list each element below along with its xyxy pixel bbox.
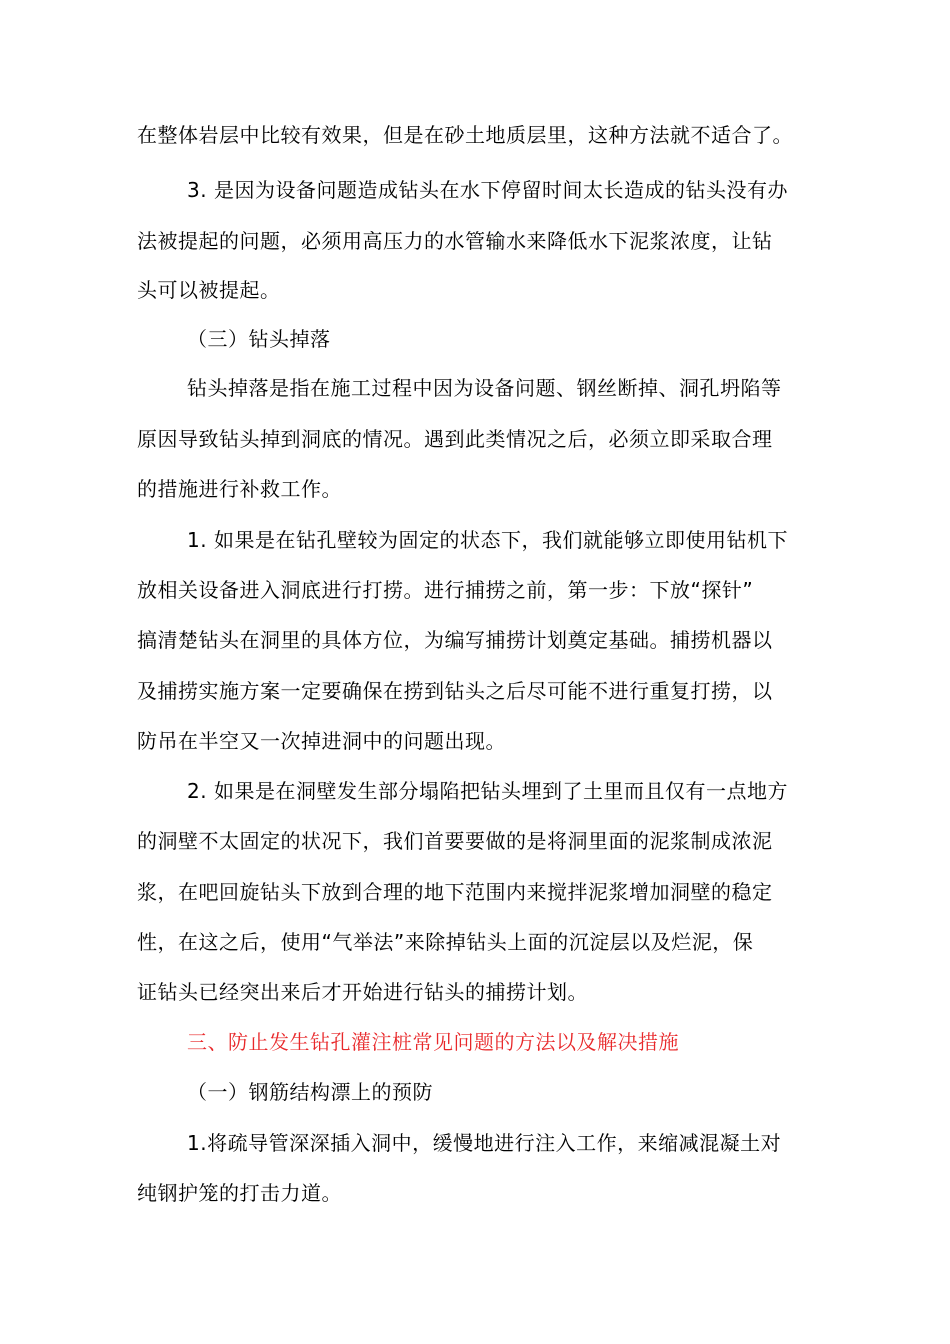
numbered-item-3-line: 3. 是因为设备问题造成钻头在水下停留时间太长造成的钻头没有办 bbox=[187, 178, 788, 202]
numbered-item-1-line: 1. 如果是在钻孔壁较为固定的状态下，我们就能够立即使用钻机下 bbox=[187, 528, 788, 552]
body-text-line: 法被提起的问题，必须用高压力的水管输水来降低水下泥浆浓度，让钻 bbox=[137, 229, 773, 253]
body-text-line: 放相关设备进入洞底进行打捞。进行捕捞之前，第一步：下放“探针” bbox=[137, 578, 754, 602]
body-text-line: 防吊在半空又一次掉进洞中的问题出现。 bbox=[137, 729, 506, 753]
body-text-line: 原因导致钻头掉到洞底的情况。遇到此类情况之后，必须立即采取合理 bbox=[137, 427, 773, 451]
body-text-line: 及捕捞实施方案一定要确保在捞到钻头之后尽可能不进行重复打捞，以 bbox=[137, 679, 773, 703]
body-text-line: 搞清楚钻头在洞里的具体方位，为编写捕捞计划奠定基础。捕捞机器以 bbox=[137, 628, 773, 652]
body-text-line: 性，在这之后，使用“气举法”来除掉钻头上面的沉淀层以及烂泥，保 bbox=[137, 930, 754, 954]
body-text-line: 的洞壁不太固定的状况下，我们首要要做的是将洞里面的泥浆制成浓泥 bbox=[137, 829, 773, 853]
body-text-line: 头可以被提起。 bbox=[137, 278, 281, 302]
subsection-heading: （一）钢筋结构漂上的预防 bbox=[187, 1080, 433, 1104]
section-heading: 三、防止发生钻孔灌注桩常见问题的方法以及解决措施 bbox=[187, 1030, 679, 1054]
body-text-line: 证钻头已经突出来后才开始进行钻头的捕捞计划。 bbox=[137, 980, 588, 1004]
body-text-line: 纯钢护笼的打击力道。 bbox=[137, 1181, 342, 1205]
body-text-line: 的措施进行补救工作。 bbox=[137, 477, 342, 501]
numbered-item-1-line: 1.将疏导管深深插入洞中，缓慢地进行注入工作，来缩减混凝土对 bbox=[187, 1131, 782, 1155]
paragraph-first-line: 钻头掉落是指在施工过程中因为设备问题、钢丝断掉、洞孔坍陷等 bbox=[187, 376, 782, 400]
body-text-line: 浆，在吧回旋钻头下放到合理的地下范围内来搅拌泥浆增加洞壁的稳定 bbox=[137, 880, 773, 904]
body-text-line: 在整体岩层中比较有效果，但是在砂土地质层里，这种方法就不适合了。 bbox=[137, 123, 793, 147]
numbered-item-2-line: 2. 如果是在洞壁发生部分塌陷把钻头埋到了土里而且仅有一点地方 bbox=[187, 779, 788, 803]
subsection-heading: （三）钻头掉落 bbox=[187, 327, 331, 351]
